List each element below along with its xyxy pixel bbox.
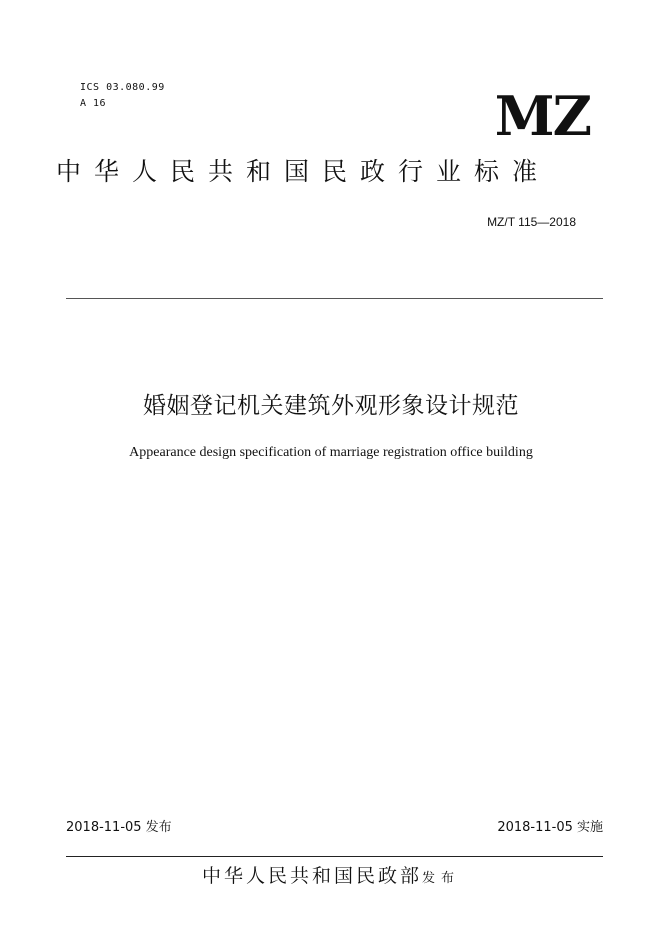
issue-date: 2018-11-05 发布 <box>66 820 172 835</box>
ccs-code: A 16 <box>80 98 107 109</box>
standard-type-heading: 中华人民共和国民政行业标准 <box>56 157 551 186</box>
top-divider <box>66 298 603 299</box>
standard-logo: MZ <box>494 84 590 148</box>
issuer-name: 中华人民共和国民政部 <box>201 865 422 887</box>
document-title-english: Appearance design specification of marriage registration office building <box>129 445 533 460</box>
implementation-date: 2018-11-05 实施 <box>497 820 603 835</box>
issuer-suffix: 发布 <box>422 871 461 886</box>
bottom-divider <box>66 856 603 857</box>
issuer-line <box>0 862 662 893</box>
document-title-chinese: 婚姻登记机关建筑外观形象设计规范 <box>143 393 519 419</box>
ics-code: ICS 03.080.99 <box>80 82 165 93</box>
standard-number: MZ/T 115—2018 <box>487 215 576 229</box>
